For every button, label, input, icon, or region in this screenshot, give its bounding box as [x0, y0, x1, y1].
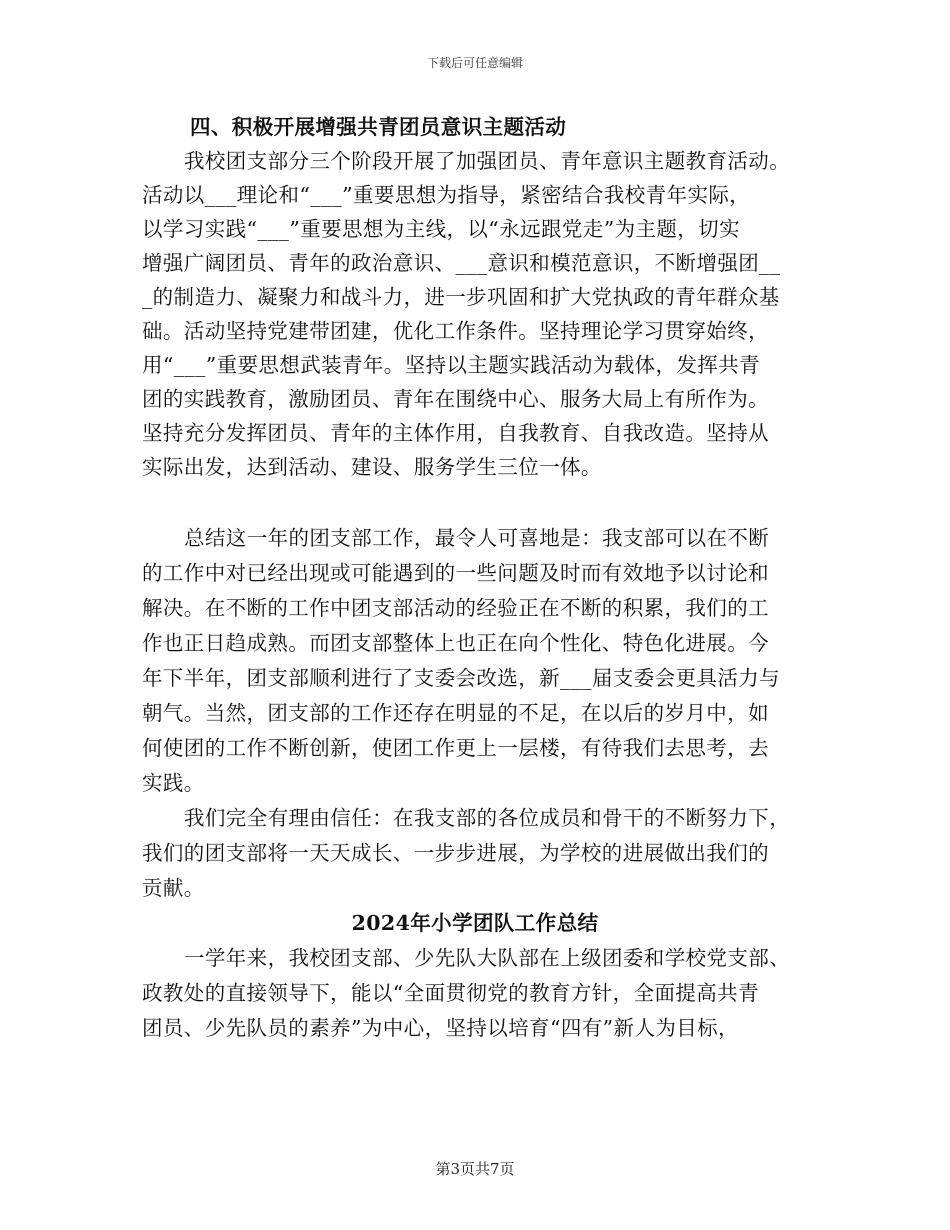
section-heading: 四、积极开展增强共青团员意识主题活动: [190, 115, 567, 139]
paragraph-line: 总结这一年的团支部工作，最令人可喜地是：我支部可以在不断: [184, 526, 770, 550]
page-header: 下载后可任意编辑: [426, 56, 523, 70]
paragraph-line: 增强广阔团员、青年的政治意识、___意识和模范意识，不断增强团__: [142, 251, 781, 275]
paragraph-line: 贡献。: [142, 876, 205, 900]
document-title: 2024年小学团队工作总结: [351, 911, 599, 935]
paragraph-line: 以学习实践“___”重要思想为主线，以“永远跟党走”为主题，切实: [142, 217, 740, 241]
paragraph-line: 的工作中对已经出现或可能遇到的一些问题及时而有效地予以讨论和: [142, 561, 769, 585]
paragraph-line: 团员、少先队员的素养”为中心，坚持以培育“四有”新人为目标，: [142, 1016, 739, 1040]
paragraph-line: _的制造力、凝聚力和战斗力，进一步巩固和扩大党执政的青年群众基: [142, 285, 780, 309]
paragraph-line: 用“___”重要思想武装青年。坚持以主题实践活动为载体，发挥共青: [142, 353, 761, 377]
paragraph-line: 活动以___理论和“___”重要思想为指导，紧密结合我校青年实际，: [142, 183, 751, 207]
paragraph-line: 作也正日趋成熟。而团支部整体上也正在向个性化、特色化进展。今: [142, 631, 769, 655]
paragraph-line: 朝气。当然，团支部的工作还存在明显的不足，在以后的岁月中，如: [142, 701, 769, 725]
paragraph-line: 一学年来，我校团支部、少先队大队部在上级团委和学校党支部、: [184, 946, 791, 970]
paragraph-line: 实践。: [142, 771, 205, 795]
paragraph-line: 实际出发，达到活动、建设、服务学生三位一体。: [142, 455, 602, 479]
paragraph-line: 政教处的直接领导下，能以“全面贯彻党的教育方针，全面提高共青: [142, 981, 759, 1005]
paragraph-line: 我校团支部分三个阶段开展了加强团员、青年意识主题教育活动。: [184, 149, 791, 173]
paragraph-line: 团的实践教育，激励团员、青年在围绕中心、服务大局上有所作为。: [142, 387, 769, 411]
paragraph-line: 年下半年，团支部顺利进行了支委会改选，新___届支委会更具活力与: [142, 666, 781, 690]
paragraph-line: 解决。在不断的工作中团支部活动的经验正在不断的积累，我们的工: [142, 596, 769, 620]
page-number: 第3页共7页: [435, 1160, 515, 1178]
paragraph-line: 坚持充分发挥团员、青年的主体作用，自我教育、自我改造。坚持从: [142, 421, 769, 445]
paragraph-line: 我们完全有理由信任：在我支部的各位成员和骨干的不断努力下，: [184, 806, 791, 830]
paragraph-line: 我们的团支部将一天天成长、一步步进展，为学校的进展做出我们的: [142, 841, 769, 865]
paragraph-line: 础。活动坚持党建带团建，优化工作条件。坚持理论学习贯穿始终，: [142, 319, 769, 343]
paragraph-line: 何使团的工作不断创新，使团工作更上一层楼，有待我们去思考，去: [142, 736, 769, 760]
